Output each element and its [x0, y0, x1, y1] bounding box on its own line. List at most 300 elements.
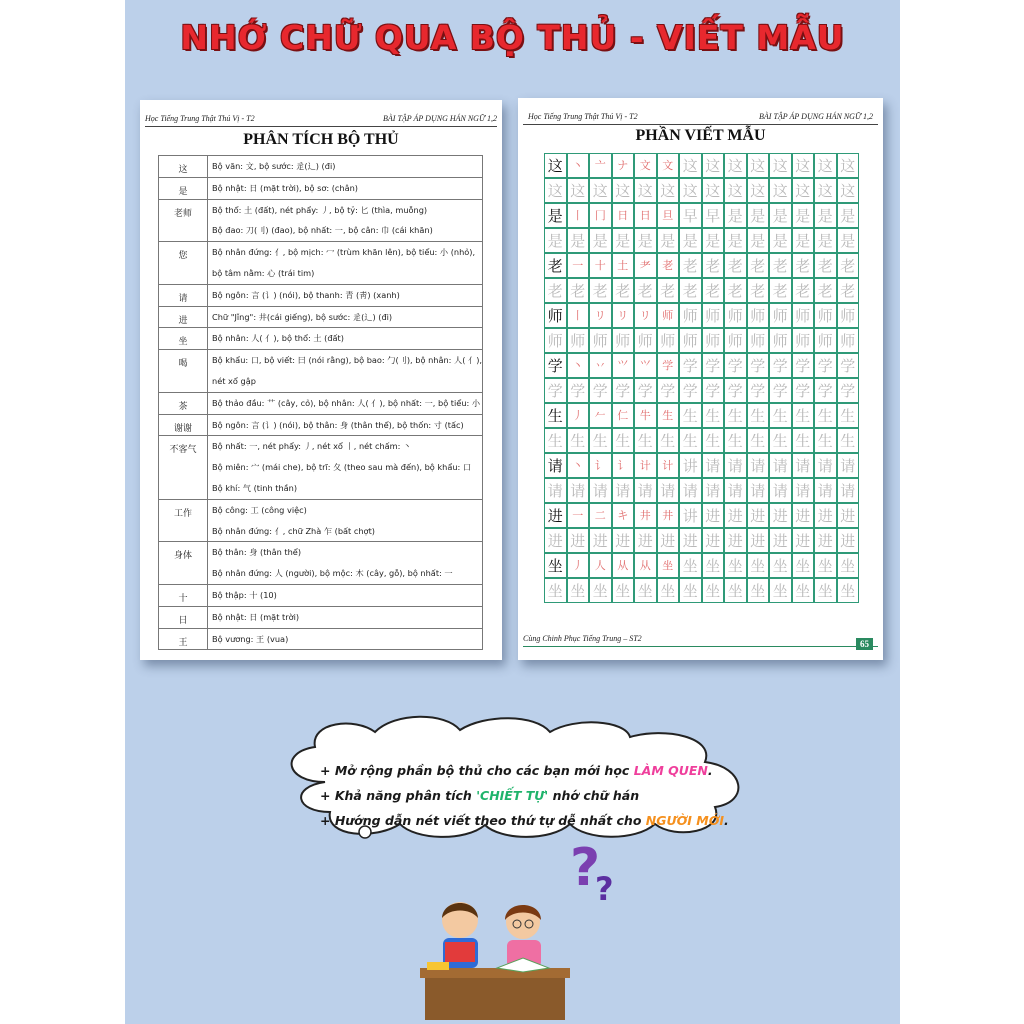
practice-cell: 老 [747, 278, 770, 303]
grid-row [544, 503, 859, 528]
practice-cell: 请 [567, 478, 590, 503]
radical-description-cell [208, 584, 483, 606]
practice-cell: 生 [702, 428, 725, 453]
radical-line: Bộ vương: 王 (vua) [212, 633, 289, 644]
practice-cell: 土 [612, 253, 635, 278]
radical-line: Bộ thảo đầu: 艹 (cây, cỏ), bộ nhân: 人( 亻), bộ nhất: 一, bộ tiểu: 小 [212, 397, 481, 408]
radical-description-cell [208, 156, 483, 178]
radical-description-cell [208, 306, 483, 328]
practice-cell: 丿 [567, 403, 590, 428]
radical-line: Bộ nhất: 一, nét phẩy: 丿, nét xổ 丨, nét chấm: 丶 [212, 441, 412, 452]
practice-cell: 这 [702, 153, 725, 178]
svg-text:?: ? [570, 838, 601, 898]
radical-line: Bộ thân: 身 (thân thể) [212, 547, 302, 558]
practice-cell: 这 [679, 178, 702, 203]
table-row [159, 242, 483, 285]
practice-cell: 学 [814, 378, 837, 403]
radical-description-cell [208, 436, 483, 499]
practice-cell: 丿 [567, 553, 590, 578]
practice-cell: 这 [702, 178, 725, 203]
table-row [159, 542, 483, 585]
practice-cell: 老 [769, 253, 792, 278]
practice-cell: 请 [702, 478, 725, 503]
radical-description-cell [208, 414, 483, 436]
practice-cell: 进 [544, 528, 567, 553]
grid-row [544, 428, 859, 453]
practice-cell: 进 [814, 528, 837, 553]
radical-description-cell [208, 328, 483, 350]
radical-line: Bộ đao: 刀(刂) (đao), bộ nhất: 一, bộ cân: 巾 (cái khăn) [212, 225, 433, 236]
practice-cell: 亠 [589, 153, 612, 178]
grid-row [544, 203, 859, 228]
practice-cell: 这 [657, 178, 680, 203]
hanzi-cell: 谢谢 [159, 414, 208, 436]
poster-canvas [125, 0, 900, 1024]
practice-cell: 进 [747, 528, 770, 553]
hanzi-cell: 您 [159, 242, 208, 285]
practice-cell: 是 [657, 228, 680, 253]
practice-cell: 老 [657, 253, 680, 278]
practice-cell: 老 [814, 253, 837, 278]
radical-description-cell [208, 242, 483, 285]
practice-cell: 这 [679, 153, 702, 178]
practice-cell: 老 [702, 278, 725, 303]
cloud-text [320, 758, 760, 833]
practice-cell: 师 [792, 303, 815, 328]
practice-cell: 丨 [567, 203, 590, 228]
page-header-left: Học Tiếng Trung Thật Thú Vị - T2 [528, 112, 638, 121]
radical-line: Bộ văn: 文, bộ sước: 辵(辶) (đi) [212, 161, 336, 171]
practice-cell: 进 [657, 528, 680, 553]
practice-cell: 是 [747, 228, 770, 253]
practice-cell: 请 [792, 453, 815, 478]
practice-cell: 是 [679, 228, 702, 253]
radical-line: nét xổ gập [212, 375, 256, 386]
practice-cell: 生 [814, 403, 837, 428]
practice-cell: 是 [837, 203, 860, 228]
practice-cell: 坐 [657, 578, 680, 603]
page-title: PHẦN VIẾT MẪU [635, 127, 766, 144]
practice-cell: 这 [724, 178, 747, 203]
radical-table [158, 155, 483, 650]
practice-cell: 师 [657, 303, 680, 328]
practice-cell: 进 [747, 503, 770, 528]
practice-cell: 丶 [567, 453, 590, 478]
practice-cell: 是 [769, 203, 792, 228]
cloud-text-segment: + Hướng dẫn nét viết theo thứ tự dễ nhất cho [320, 813, 646, 828]
practice-cell: 师 [724, 328, 747, 353]
practice-cell: 师 [837, 303, 860, 328]
practice-cell: 这 [792, 178, 815, 203]
practice-cell: 坐 [544, 578, 567, 603]
practice-cell: 一 [567, 253, 590, 278]
practice-cell: 请 [724, 478, 747, 503]
practice-cell: 进 [724, 503, 747, 528]
practice-cell: 这 [589, 178, 612, 203]
practice-cell: 请 [657, 478, 680, 503]
practice-cell: 老 [702, 253, 725, 278]
footer-rule [523, 646, 878, 647]
svg-text:?: ? [595, 870, 614, 905]
practice-cell: 进 [702, 503, 725, 528]
practice-cell: 是 [747, 203, 770, 228]
model-character: 是 [544, 203, 567, 228]
page-header-left: Học Tiếng Trung Thật Thú Vị - T2 [145, 114, 255, 123]
practice-cell: 师 [814, 303, 837, 328]
hanzi-cell: 十 [159, 584, 208, 606]
practice-cell: 是 [702, 228, 725, 253]
practice-cell: 讠 [589, 453, 612, 478]
practice-cell: 冂 [589, 203, 612, 228]
practice-cell: 师 [702, 328, 725, 353]
hanzi-cell: 这 [159, 156, 208, 178]
practice-cell: 老 [657, 278, 680, 303]
grid-row [544, 353, 859, 378]
practice-cell: 师 [769, 303, 792, 328]
cloud-text-segment: + Mở rộng phần bộ thủ cho các bạn mới học [320, 763, 634, 778]
practice-cell: 进 [814, 503, 837, 528]
practice-cell: 这 [837, 153, 860, 178]
radical-line: Bộ ngôn: 言 (讠) (nói), bộ thanh: 青 (靑) (xanh) [212, 289, 400, 300]
radical-description-cell [208, 177, 483, 199]
table-row [159, 392, 483, 414]
header-rule [145, 126, 497, 127]
practice-cell: 坐 [589, 578, 612, 603]
grid-row [544, 178, 859, 203]
practice-cell: キ [612, 503, 635, 528]
header-rule [523, 124, 878, 125]
practice-cell: 生 [702, 403, 725, 428]
practice-cell: 讲 [679, 453, 702, 478]
practice-cell: 讲 [679, 503, 702, 528]
practice-cell: 学 [657, 378, 680, 403]
practice-cell: 计 [657, 453, 680, 478]
radical-description-cell [208, 499, 483, 542]
practice-cell: 生 [567, 428, 590, 453]
kids-reading-icon [405, 880, 585, 1020]
practice-cell: 是 [567, 228, 590, 253]
table-row [159, 177, 483, 199]
radical-description-cell [208, 392, 483, 414]
practice-cell: 仁 [612, 403, 635, 428]
practice-cell: 师 [837, 328, 860, 353]
cloud-line [320, 808, 760, 833]
practice-cell: 学 [567, 378, 590, 403]
grid-row [544, 153, 859, 178]
grid-row [544, 453, 859, 478]
highlight-text: NGƯỜI MỚI [645, 813, 724, 828]
practice-cell: 请 [769, 478, 792, 503]
practice-cell: 坐 [679, 553, 702, 578]
practice-cell: 生 [747, 428, 770, 453]
practice-cell: 旦 [657, 203, 680, 228]
practice-cell: 生 [612, 428, 635, 453]
practice-cell: 师 [612, 328, 635, 353]
grid-row [544, 303, 859, 328]
practice-cell: 学 [814, 353, 837, 378]
radical-description-cell [208, 350, 483, 393]
practice-cell: 请 [589, 478, 612, 503]
practice-cell: 学 [702, 353, 725, 378]
hanzi-cell: 喝 [159, 350, 208, 393]
practice-cell: 请 [792, 478, 815, 503]
grid-row [544, 553, 859, 578]
page-number: 65 [856, 638, 873, 650]
practice-cell: 请 [747, 478, 770, 503]
practice-cell: 老 [634, 278, 657, 303]
practice-cell: 丶 [567, 153, 590, 178]
practice-cell: 老 [724, 253, 747, 278]
model-character: 这 [544, 153, 567, 178]
practice-cell: 丷 [589, 353, 612, 378]
grid-row [544, 578, 859, 603]
practice-cell: 从 [634, 553, 657, 578]
practice-cell: 进 [589, 528, 612, 553]
hanzi-cell: 茶 [159, 392, 208, 414]
practice-cell: 老 [724, 278, 747, 303]
practice-cell: 进 [769, 528, 792, 553]
cloud-text-segment: nhớ chữ hán [548, 788, 640, 803]
practice-cell: 师 [567, 328, 590, 353]
practice-cell: 进 [567, 528, 590, 553]
hanzi-cell: 进 [159, 306, 208, 328]
practice-cell: 一 [567, 503, 590, 528]
radical-line: Bộ nhân đứng: 亻, bộ mịch: 冖 (trùm khăn lên), bộ tiểu: 小 (nhỏ), [212, 247, 476, 258]
grid-row [544, 278, 859, 303]
practice-cell: 生 [544, 428, 567, 453]
practice-cell: 生 [814, 428, 837, 453]
practice-cell: 井 [634, 503, 657, 528]
practice-cell: 学 [544, 378, 567, 403]
practice-cell: 这 [769, 153, 792, 178]
practice-cell: 老 [544, 278, 567, 303]
table-row [159, 328, 483, 350]
practice-cell: 请 [679, 478, 702, 503]
practice-cell: 这 [814, 153, 837, 178]
practice-cell: 进 [724, 528, 747, 553]
practice-cell: 十 [589, 253, 612, 278]
practice-cell: 师 [589, 328, 612, 353]
practice-cell: 是 [792, 228, 815, 253]
radical-description-cell [208, 542, 483, 585]
practice-cell: 老 [792, 278, 815, 303]
practice-cell: 这 [747, 178, 770, 203]
practice-cell: 是 [814, 228, 837, 253]
practice-cell: 生 [657, 403, 680, 428]
practice-cell: 人 [589, 553, 612, 578]
radical-line: Bộ nhân đứng: 亻, chữ Zhà 乍 (bất chợt) [212, 525, 375, 536]
practice-cell: 讠 [612, 453, 635, 478]
practice-cell: 师 [679, 328, 702, 353]
radical-line: bộ tâm nằm: 心 (trái tim) [212, 267, 315, 278]
practice-cell: 坐 [634, 578, 657, 603]
practice-cell: 进 [769, 503, 792, 528]
practice-cell: 生 [837, 403, 860, 428]
radical-line: Chữ "Jǐng": 井(cái giếng), bộ sước: 辵(辶) (đi) [212, 311, 393, 322]
hanzi-cell: 请 [159, 284, 208, 306]
practice-cell: 这 [837, 178, 860, 203]
radical-description-cell [208, 284, 483, 306]
practice-cell: 早 [702, 203, 725, 228]
practice-cell: 进 [634, 528, 657, 553]
practice-cell: 学 [589, 378, 612, 403]
practice-cell: 坐 [657, 553, 680, 578]
grid-row [544, 478, 859, 503]
practice-cell: 日 [612, 203, 635, 228]
practice-cell: 师 [792, 328, 815, 353]
practice-cell: 学 [679, 378, 702, 403]
practice-cell: 坐 [837, 553, 860, 578]
practice-cell: 老 [837, 278, 860, 303]
practice-cell: 进 [702, 528, 725, 553]
practice-cell: 生 [769, 428, 792, 453]
practice-cell: 进 [792, 503, 815, 528]
practice-cell: 从 [612, 553, 635, 578]
practice-cell: 生 [679, 428, 702, 453]
practice-cell: 生 [769, 403, 792, 428]
page-footer: Cùng Chinh Phục Tiếng Trung – ST2 [523, 634, 642, 643]
practice-cell: 老 [567, 278, 590, 303]
table-row [159, 499, 483, 542]
practice-cell: 计 [634, 453, 657, 478]
table-row [159, 350, 483, 393]
radical-line: Bộ khí: 气 (tinh thần) [212, 482, 298, 493]
practice-cell: 是 [792, 203, 815, 228]
practice-cell: 学 [837, 378, 860, 403]
practice-cell: 请 [837, 453, 860, 478]
practice-cell: 生 [589, 428, 612, 453]
practice-cell: 是 [814, 203, 837, 228]
practice-cell: 师 [814, 328, 837, 353]
page-header-right: BÀI TẬP ÁP DỤNG HÁN NGỮ 1,2 [383, 114, 497, 123]
practice-cell: 是 [544, 228, 567, 253]
practice-cell: 这 [567, 178, 590, 203]
practice-cell: 井 [657, 503, 680, 528]
radical-line: Bộ nhân: 人( 亻), bộ thổ: 土 (đất) [212, 333, 344, 344]
practice-cell: 学 [792, 353, 815, 378]
practice-cell: 坐 [679, 578, 702, 603]
practice-cell: 学 [612, 378, 635, 403]
page-title: PHÂN TÍCH BỘ THỦ [243, 131, 399, 148]
table-row [159, 628, 483, 650]
table-row [159, 436, 483, 499]
practice-cell: 生 [724, 428, 747, 453]
practice-cell: 老 [769, 278, 792, 303]
practice-cell: 老 [837, 253, 860, 278]
practice-cell: 坐 [814, 553, 837, 578]
grid-row [544, 228, 859, 253]
practice-cell: 坐 [702, 578, 725, 603]
practice-cell: 文 [634, 153, 657, 178]
hanzi-cell: 不客气 [159, 436, 208, 499]
practice-cell: 老 [679, 253, 702, 278]
practice-cell: 这 [792, 153, 815, 178]
practice-cell: 𠂉 [589, 403, 612, 428]
hanzi-cell: 王 [159, 628, 208, 650]
practice-cell: 师 [657, 328, 680, 353]
practice-cell: 生 [634, 428, 657, 453]
practice-cell: 文 [657, 153, 680, 178]
practice-cell: ⺍ [634, 353, 657, 378]
model-character: 生 [544, 403, 567, 428]
practice-cell: 这 [544, 178, 567, 203]
practice-cell: 老 [814, 278, 837, 303]
practice-cell: 请 [837, 478, 860, 503]
practice-cell: 生 [657, 428, 680, 453]
practice-cell: 进 [837, 503, 860, 528]
practice-cell: 坐 [837, 578, 860, 603]
cloud-text-segment: + Khả năng phân tích [320, 788, 477, 803]
practice-cell: 这 [634, 178, 657, 203]
practice-cell: 坐 [747, 553, 770, 578]
practice-cell: 坐 [814, 578, 837, 603]
table-row [159, 156, 483, 178]
practice-cell: 生 [792, 428, 815, 453]
practice-cell: ⺍ [612, 353, 635, 378]
table-row [159, 284, 483, 306]
radical-line: Bộ khẩu: 口, bộ viết: 曰 (nói rằng), bộ bao: 勹(刂), bộ nhân: 人( 亻), [212, 355, 482, 366]
practice-cell: 日 [634, 203, 657, 228]
practice-cell: 请 [747, 453, 770, 478]
cloud-line [320, 758, 760, 783]
practice-cell: 坐 [612, 578, 635, 603]
practice-cell: 学 [724, 378, 747, 403]
radical-description-cell [208, 606, 483, 628]
practice-cell: 学 [792, 378, 815, 403]
practice-cell: 学 [837, 353, 860, 378]
hanzi-cell: 是 [159, 177, 208, 199]
practice-cell: 坐 [747, 578, 770, 603]
practice-cell: 老 [792, 253, 815, 278]
hanzi-cell: 工作 [159, 499, 208, 542]
practice-cell: 老 [747, 253, 770, 278]
practice-cell: 坐 [724, 553, 747, 578]
practice-cell: 师 [634, 328, 657, 353]
practice-cell: 是 [612, 228, 635, 253]
practice-cell: 这 [814, 178, 837, 203]
table-row [159, 606, 483, 628]
writing-practice-page [518, 98, 883, 660]
practice-cell: 老 [589, 278, 612, 303]
practice-cell: 坐 [792, 553, 815, 578]
table-row [159, 199, 483, 242]
practice-cell: 坐 [769, 578, 792, 603]
practice-cell: 进 [612, 528, 635, 553]
practice-cell: 师 [747, 328, 770, 353]
practice-cell: 师 [724, 303, 747, 328]
radical-analysis-page [140, 100, 502, 660]
radical-line: Bộ nhật: 日 (mặt trời) [212, 611, 300, 622]
model-character: 请 [544, 453, 567, 478]
radical-line: Bộ nhật: 日 (mặt trời), bộ sơ: (chân) [212, 182, 358, 193]
grid-row [544, 528, 859, 553]
practice-cell: 请 [814, 478, 837, 503]
practice-cell: 是 [634, 228, 657, 253]
radical-description-cell [208, 199, 483, 242]
practice-cell: 坐 [567, 578, 590, 603]
practice-cell: 牛 [634, 403, 657, 428]
practice-cell: 生 [792, 403, 815, 428]
radical-line: Bộ thổ: 土 (đất), nét phẩy: 丿, bộ tỷ: 匕 (thìa, muỗng) [212, 204, 428, 215]
grid-row [544, 328, 859, 353]
practice-cell: 耂 [634, 253, 657, 278]
practice-cell: 坐 [769, 553, 792, 578]
practice-cell: 老 [612, 278, 635, 303]
model-character: 师 [544, 303, 567, 328]
practice-cell: 请 [814, 453, 837, 478]
practice-cell: 是 [724, 203, 747, 228]
practice-cell: 请 [702, 453, 725, 478]
